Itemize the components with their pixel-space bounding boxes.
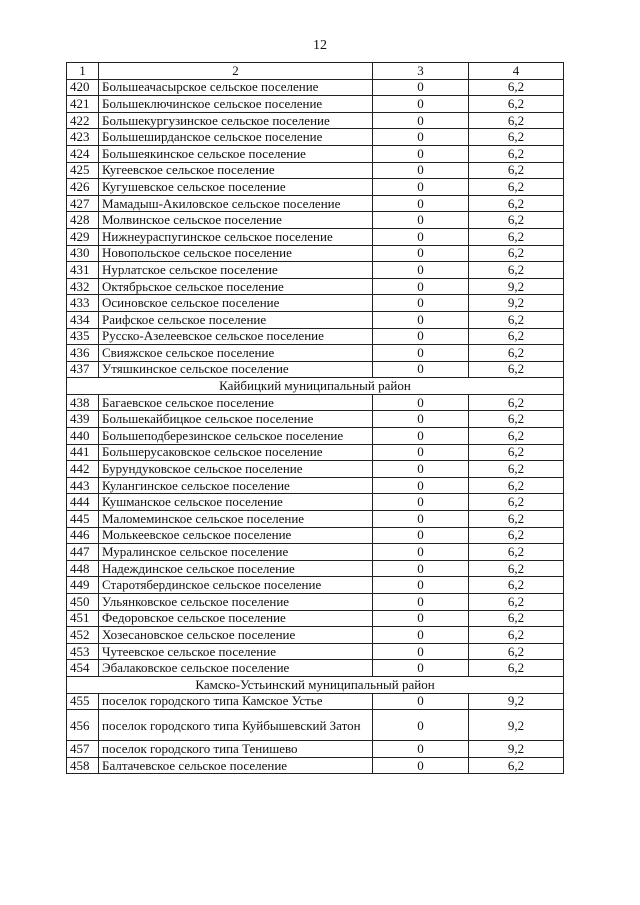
- value-cell: 0: [373, 96, 469, 113]
- value-cell: 0: [373, 511, 469, 528]
- table-row: [67, 361, 564, 378]
- rate-cell: 9,2: [469, 710, 564, 741]
- table-row: [67, 494, 564, 511]
- table-row: [67, 477, 564, 494]
- row-number-cell: 457: [67, 741, 99, 758]
- value-cell: 0: [373, 245, 469, 262]
- table-row: [67, 328, 564, 345]
- rate-cell: 6,2: [469, 444, 564, 461]
- row-number-cell: 434: [67, 311, 99, 328]
- row-number-cell: 446: [67, 527, 99, 544]
- row-number-cell: 430: [67, 245, 99, 262]
- table-row: [67, 345, 564, 362]
- settlement-name-cell: Нижнеураспугинское сельское поселение: [99, 228, 373, 245]
- row-number-cell: 447: [67, 544, 99, 561]
- value-cell: 0: [373, 129, 469, 146]
- row-number-cell: 448: [67, 560, 99, 577]
- settlement-name-cell: Балтачевское сельское поселение: [99, 757, 373, 774]
- row-number-cell: 425: [67, 162, 99, 179]
- settlement-name-cell: Большеподберезинское сельское поселение: [99, 428, 373, 445]
- settlement-name-cell: Большекайбицкое сельское поселение: [99, 411, 373, 428]
- value-cell: 0: [373, 544, 469, 561]
- value-cell: 0: [373, 295, 469, 312]
- value-cell: 0: [373, 494, 469, 511]
- row-number-cell: 427: [67, 195, 99, 212]
- row-number-cell: 455: [67, 693, 99, 710]
- rate-cell: 6,2: [469, 361, 564, 378]
- row-number-cell: 439: [67, 411, 99, 428]
- table-row: [67, 245, 564, 262]
- table-row: [67, 757, 564, 774]
- rate-cell: 6,2: [469, 262, 564, 279]
- value-cell: 0: [373, 428, 469, 445]
- row-number-cell: 429: [67, 228, 99, 245]
- value-cell: 0: [373, 145, 469, 162]
- table-row: [67, 179, 564, 196]
- row-number-cell: 428: [67, 212, 99, 229]
- value-cell: 0: [373, 112, 469, 129]
- rate-cell: 6,2: [469, 643, 564, 660]
- value-cell: 0: [373, 643, 469, 660]
- settlement-name-cell: Утяшкинское сельское поселение: [99, 361, 373, 378]
- table-row: [67, 295, 564, 312]
- row-number-cell: 422: [67, 112, 99, 129]
- row-number-cell: 442: [67, 461, 99, 478]
- rate-cell: 9,2: [469, 278, 564, 295]
- row-number-cell: 443: [67, 477, 99, 494]
- settlement-name-cell: Ульянковское сельское поселение: [99, 594, 373, 611]
- value-cell: 0: [373, 610, 469, 627]
- settlement-name-cell: поселок городского типа Камское Устье: [99, 693, 373, 710]
- settlement-name-cell: Старотябердинское сельское поселение: [99, 577, 373, 594]
- settlement-name-cell: Осиновское сельское поселение: [99, 295, 373, 312]
- row-number-cell: 445: [67, 511, 99, 528]
- settlement-name-cell: поселок городского типа Тенишево: [99, 741, 373, 758]
- table-row: [67, 162, 564, 179]
- value-cell: 0: [373, 228, 469, 245]
- settlement-name-cell: Большеключинское сельское поселение: [99, 96, 373, 113]
- row-number-cell: 453: [67, 643, 99, 660]
- settlement-name-cell: Чутеевское сельское поселение: [99, 643, 373, 660]
- row-number-cell: 440: [67, 428, 99, 445]
- settlement-name-cell: Хозесановское сельское поселение: [99, 627, 373, 644]
- row-number-cell: 421: [67, 96, 99, 113]
- table-row: [67, 610, 564, 627]
- section-title: Кайбицкий муниципальный район: [67, 378, 564, 395]
- settlement-name-cell: Русско-Азелеевское сельское поселение: [99, 328, 373, 345]
- table-row: [67, 195, 564, 212]
- row-number-cell: 454: [67, 660, 99, 677]
- settlement-name-cell: Надеждинское сельское поселение: [99, 560, 373, 577]
- settlement-name-cell: Большеширданское сельское поселение: [99, 129, 373, 146]
- rate-cell: 6,2: [469, 577, 564, 594]
- settlement-name-cell: Багаевское сельское поселение: [99, 394, 373, 411]
- table-row: [67, 278, 564, 295]
- value-cell: 0: [373, 527, 469, 544]
- rate-cell: 6,2: [469, 594, 564, 611]
- rate-cell: 6,2: [469, 129, 564, 146]
- value-cell: 0: [373, 262, 469, 279]
- table-row: [67, 228, 564, 245]
- rate-cell: 6,2: [469, 112, 564, 129]
- value-cell: 0: [373, 477, 469, 494]
- section-title: Камско-Устьинский муниципальный район: [67, 676, 564, 693]
- settlement-name-cell: Большеачасырское сельское поселение: [99, 79, 373, 96]
- row-number-cell: 426: [67, 179, 99, 196]
- row-number-cell: 451: [67, 610, 99, 627]
- rate-cell: 6,2: [469, 477, 564, 494]
- rate-cell: 9,2: [469, 741, 564, 758]
- row-number-cell: 456: [67, 710, 99, 741]
- value-cell: 0: [373, 411, 469, 428]
- value-cell: 0: [373, 311, 469, 328]
- table-row: [67, 544, 564, 561]
- table-row: [67, 129, 564, 146]
- rate-cell: 6,2: [469, 660, 564, 677]
- value-cell: 0: [373, 710, 469, 741]
- settlement-name-cell: Большерусаковское сельское поселение: [99, 444, 373, 461]
- rate-cell: 9,2: [469, 693, 564, 710]
- rate-cell: 6,2: [469, 610, 564, 627]
- settlement-name-cell: Эбалаковское сельское поселение: [99, 660, 373, 677]
- row-number-cell: 433: [67, 295, 99, 312]
- value-cell: 0: [373, 741, 469, 758]
- table-row: [67, 710, 564, 741]
- row-number-cell: 436: [67, 345, 99, 362]
- section-row: [67, 378, 564, 395]
- rate-cell: 6,2: [469, 627, 564, 644]
- value-cell: 0: [373, 594, 469, 611]
- table-row: [67, 627, 564, 644]
- value-cell: 0: [373, 693, 469, 710]
- rate-cell: 6,2: [469, 228, 564, 245]
- rate-cell: 6,2: [469, 345, 564, 362]
- settlement-name-cell: Молвинское сельское поселение: [99, 212, 373, 229]
- table-row: [67, 527, 564, 544]
- rate-cell: 6,2: [469, 195, 564, 212]
- value-cell: 0: [373, 179, 469, 196]
- table-row: [67, 560, 564, 577]
- row-number-cell: 438: [67, 394, 99, 411]
- settlement-name-cell: Кушманское сельское поселение: [99, 494, 373, 511]
- section-row: [67, 676, 564, 693]
- rate-cell: 9,2: [469, 295, 564, 312]
- table-row: [67, 741, 564, 758]
- settlement-name-cell: Кугушевское сельское поселение: [99, 179, 373, 196]
- table-row: [67, 577, 564, 594]
- row-number-cell: 432: [67, 278, 99, 295]
- rate-cell: 6,2: [469, 544, 564, 561]
- rate-cell: 6,2: [469, 79, 564, 96]
- rate-cell: 6,2: [469, 757, 564, 774]
- rate-cell: 6,2: [469, 162, 564, 179]
- header-col-3: 3: [373, 63, 469, 80]
- table-row: [67, 79, 564, 96]
- settlement-name-cell: Кугеевское сельское поселение: [99, 162, 373, 179]
- settlement-name-cell: Свияжское сельское поселение: [99, 345, 373, 362]
- value-cell: 0: [373, 162, 469, 179]
- value-cell: 0: [373, 361, 469, 378]
- rate-cell: 6,2: [469, 494, 564, 511]
- table-row: [67, 411, 564, 428]
- rate-cell: 6,2: [469, 145, 564, 162]
- settlement-name-cell: Молькеевское сельское поселение: [99, 527, 373, 544]
- rate-cell: 6,2: [469, 461, 564, 478]
- settlement-name-cell: Нурлатское сельское поселение: [99, 262, 373, 279]
- settlement-name-cell: Кулангинское сельское поселение: [99, 477, 373, 494]
- rate-cell: 6,2: [469, 328, 564, 345]
- settlements-table: [66, 62, 564, 774]
- settlement-name-cell: Бурундуковское сельское поселение: [99, 461, 373, 478]
- value-cell: 0: [373, 394, 469, 411]
- table-row: [67, 643, 564, 660]
- value-cell: 0: [373, 627, 469, 644]
- header-col-2: 2: [99, 63, 373, 80]
- value-cell: 0: [373, 278, 469, 295]
- rate-cell: 6,2: [469, 560, 564, 577]
- rate-cell: 6,2: [469, 212, 564, 229]
- row-number-cell: 449: [67, 577, 99, 594]
- settlement-name-cell: Мамадыш-Акиловское сельское поселение: [99, 195, 373, 212]
- value-cell: 0: [373, 560, 469, 577]
- row-number-cell: 452: [67, 627, 99, 644]
- row-number-cell: 435: [67, 328, 99, 345]
- header-col-4: 4: [469, 63, 564, 80]
- table-row: [67, 394, 564, 411]
- settlement-name-cell: поселок городского типа Куйбышевский Затон: [99, 710, 373, 741]
- rate-cell: 6,2: [469, 527, 564, 544]
- row-number-cell: 450: [67, 594, 99, 611]
- rate-cell: 6,2: [469, 511, 564, 528]
- rate-cell: 6,2: [469, 179, 564, 196]
- value-cell: 0: [373, 577, 469, 594]
- table-row: [67, 145, 564, 162]
- rate-cell: 6,2: [469, 96, 564, 113]
- row-number-cell: 424: [67, 145, 99, 162]
- table-row: [67, 444, 564, 461]
- value-cell: 0: [373, 212, 469, 229]
- table-row: [67, 461, 564, 478]
- rate-cell: 6,2: [469, 394, 564, 411]
- value-cell: 0: [373, 195, 469, 212]
- settlement-name-cell: Большекургузинское сельское поселение: [99, 112, 373, 129]
- table-row: [67, 212, 564, 229]
- row-number-cell: 441: [67, 444, 99, 461]
- rate-cell: 6,2: [469, 411, 564, 428]
- table-row: [67, 693, 564, 710]
- value-cell: 0: [373, 79, 469, 96]
- settlement-name-cell: Новопольское сельское поселение: [99, 245, 373, 262]
- row-number-cell: 431: [67, 262, 99, 279]
- settlement-name-cell: Раифское сельское поселение: [99, 311, 373, 328]
- page-number: 12: [313, 38, 327, 53]
- settlement-name-cell: Муралинское сельское поселение: [99, 544, 373, 561]
- row-number-cell: 458: [67, 757, 99, 774]
- rate-cell: 6,2: [469, 428, 564, 445]
- settlement-name-cell: Октябрьское сельское поселение: [99, 278, 373, 295]
- table-row: [67, 311, 564, 328]
- settlement-name-cell: Маломеминское сельское поселение: [99, 511, 373, 528]
- table-row: [67, 660, 564, 677]
- value-cell: 0: [373, 461, 469, 478]
- value-cell: 0: [373, 757, 469, 774]
- rate-cell: 6,2: [469, 245, 564, 262]
- table-row: [67, 594, 564, 611]
- row-number-cell: 423: [67, 129, 99, 146]
- rate-cell: 6,2: [469, 311, 564, 328]
- table-header-row: [67, 63, 564, 80]
- row-number-cell: 437: [67, 361, 99, 378]
- table-row: [67, 96, 564, 113]
- row-number-cell: 444: [67, 494, 99, 511]
- value-cell: 0: [373, 328, 469, 345]
- table-row: [67, 511, 564, 528]
- table-row: [67, 428, 564, 445]
- value-cell: 0: [373, 444, 469, 461]
- value-cell: 0: [373, 345, 469, 362]
- value-cell: 0: [373, 660, 469, 677]
- header-col-1: 1: [67, 63, 99, 80]
- settlement-name-cell: Большеякинское сельское поселение: [99, 145, 373, 162]
- settlement-name-cell: Федоровское сельское поселение: [99, 610, 373, 627]
- table-row: [67, 112, 564, 129]
- table-row: [67, 262, 564, 279]
- row-number-cell: 420: [67, 79, 99, 96]
